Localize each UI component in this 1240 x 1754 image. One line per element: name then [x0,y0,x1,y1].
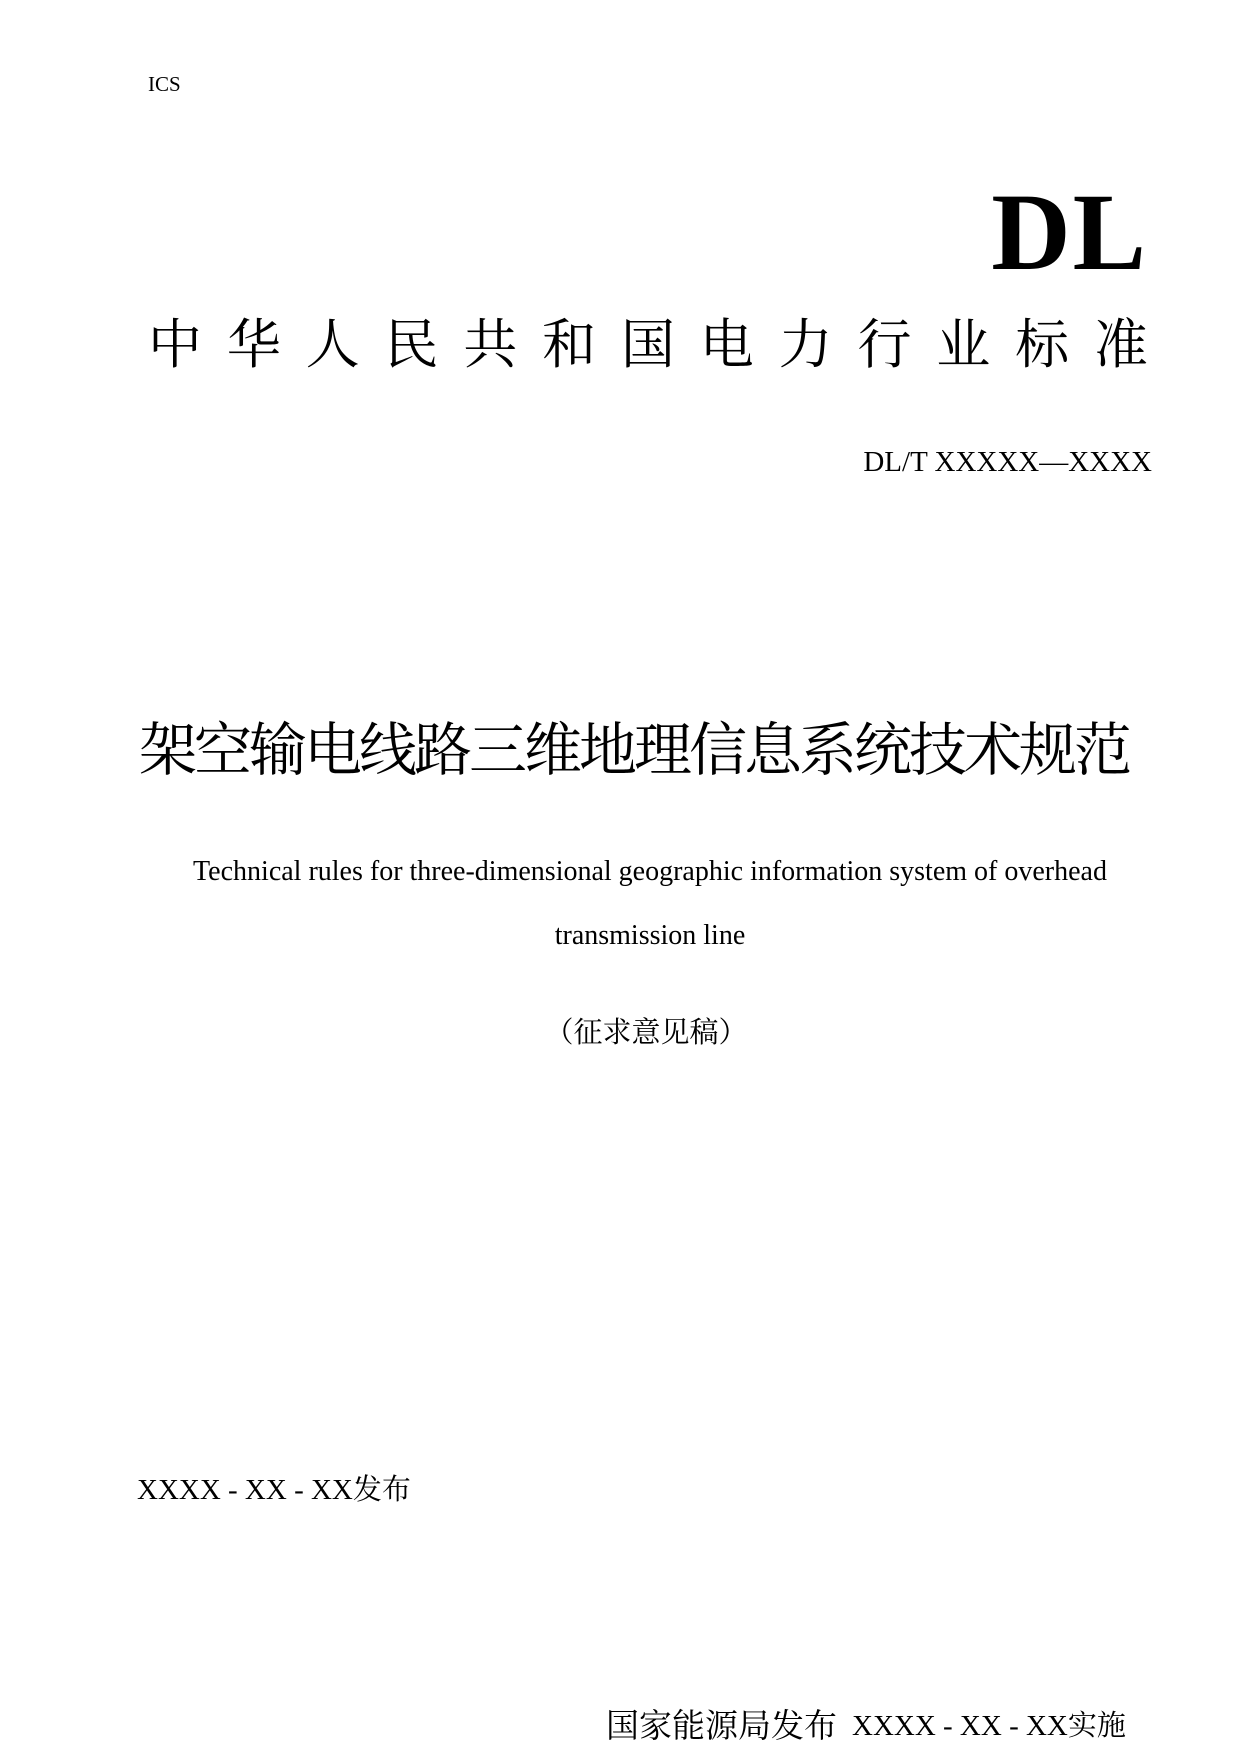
standard-name-char: 电 [699,313,754,376]
publisher: 国家能源局发布 [606,1706,837,1745]
standard-number: DL/T XXXXX—XXXX [863,446,1152,478]
standard-code: DL [991,171,1148,293]
implementation-date: XXXX - XX - XX实施 [852,1710,1126,1742]
standard-name-char: 国 [620,313,675,376]
issue-date: XXXX - XX - XX发布 [137,1474,411,1506]
document-title-english: Technical rules for three-dimensional geographic information system of overhead transmission line [193,856,1107,951]
standard-name-char: 和 [542,313,597,376]
standard-name-char: 人 [305,313,360,376]
standard-name-char: 共 [463,313,518,376]
standard-name-char: 华 [226,313,281,376]
standard-name-char: 行 [857,313,912,376]
standard-name-char: 业 [936,313,991,376]
standard-name-char: 民 [384,313,439,376]
document-title-chinese: 架空输电线路三维地理信息系统技术规范 [138,716,1129,784]
draft-status: （征求意见稿） [544,1015,748,1049]
standard-name-char: 准 [1093,313,1148,376]
standard-category-name [148,310,1148,380]
standard-name-char: 标 [1015,313,1070,376]
standard-name-char: 力 [778,313,833,376]
standard-name-char: 中 [148,313,202,376]
ics-label: ICS [148,72,181,96]
